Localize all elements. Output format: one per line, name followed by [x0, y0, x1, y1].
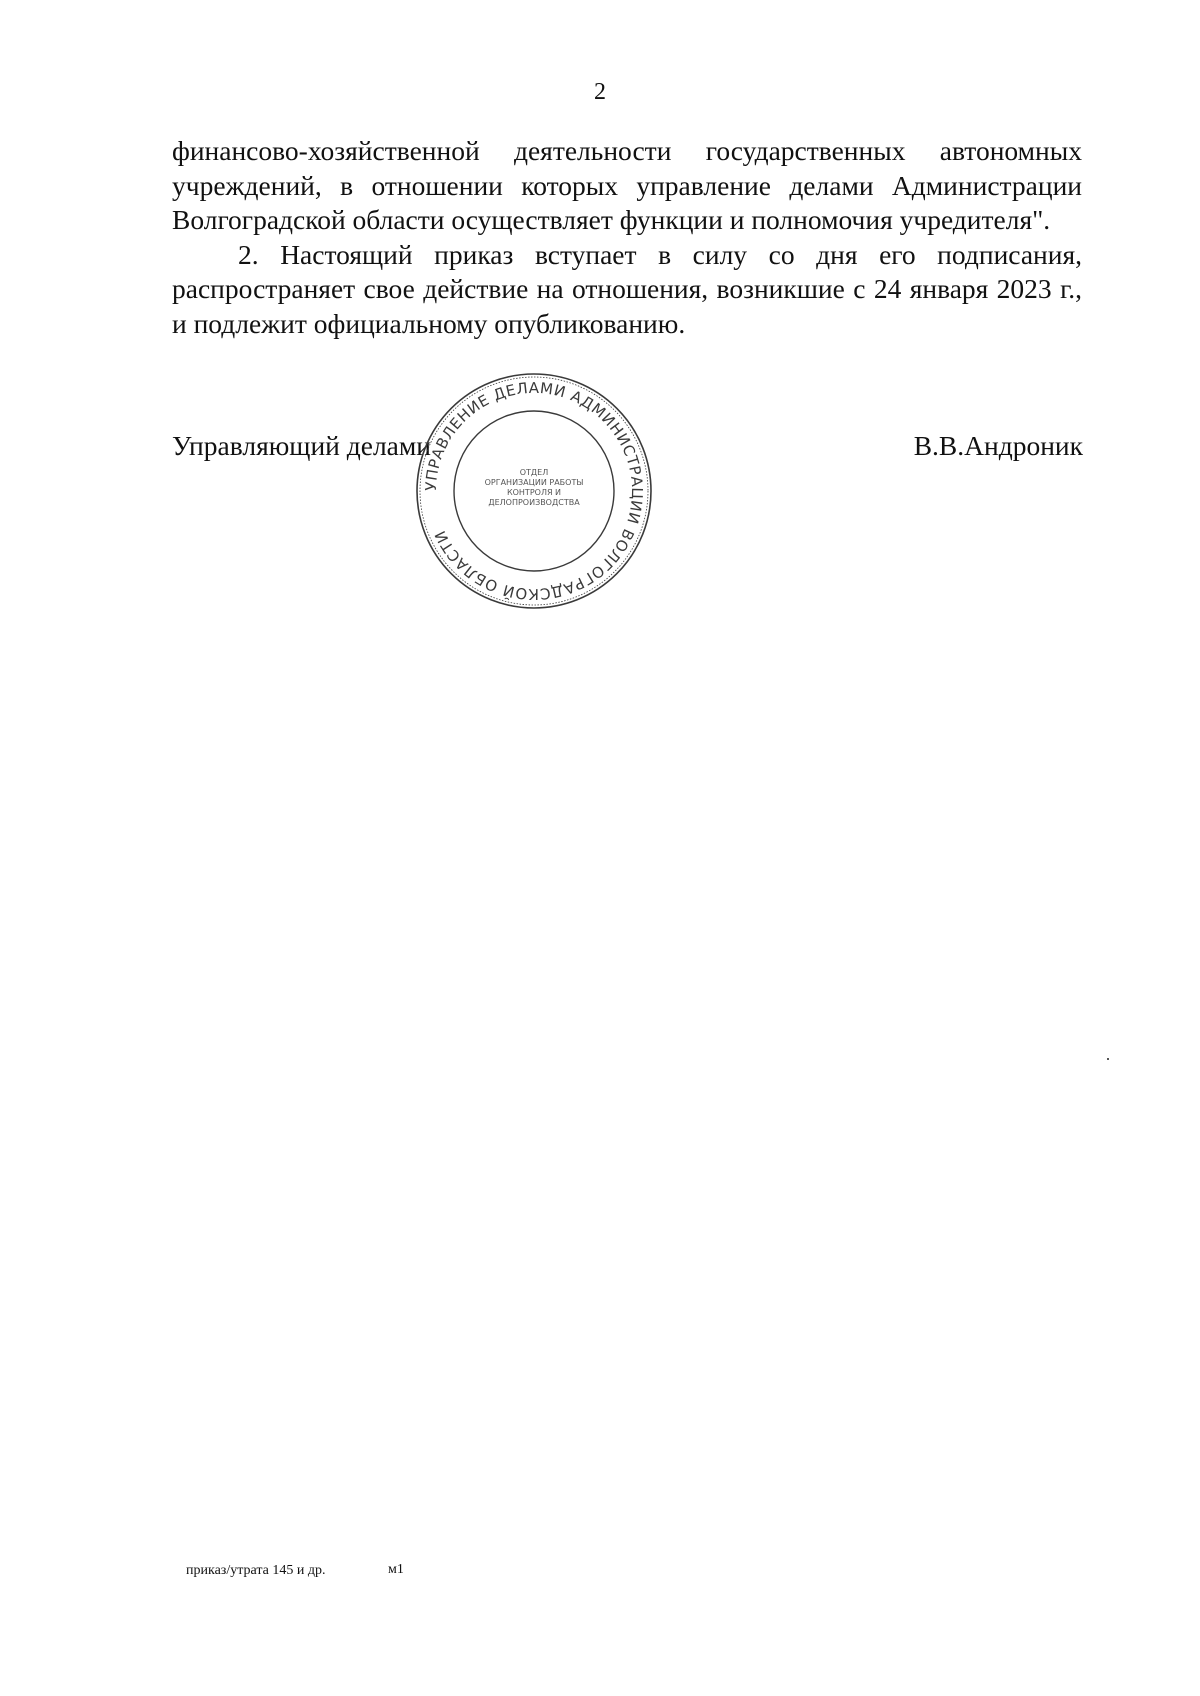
signatory-name: В.В.Андроник — [913, 430, 1083, 461]
document-body — [172, 134, 1082, 341]
footer-reference: приказ/утрата 145 и др. — [186, 1563, 326, 1578]
page-number: 2 — [594, 79, 606, 105]
signatory-position: Управляющий делами — [172, 430, 431, 461]
seal-center-line-1: ОТДЕЛ — [519, 468, 549, 477]
footer-code: м1 — [388, 1562, 404, 1577]
paragraph-continuation: финансово-хозяйственной деятельности государственных автономных учреждений, в отношении которых управление делами Администрации Волгоградской области осуществляет функции и полномочия учредителя". — [172, 135, 1082, 235]
seal-center-line-4: ДЕЛОПРОИЗВОДСТВА — [488, 498, 580, 507]
scan-speck — [1107, 1058, 1109, 1060]
seal-ring-text: УПРАВЛЕНИЕ ДЕЛАМИ АДМИНИСТРАЦИИ ВОЛГОГРАДСКОЙ ОБЛАСТИ — [421, 378, 647, 604]
seal-center-line-2: ОРГАНИЗАЦИИ РАБОТЫ — [484, 478, 584, 487]
official-seal — [414, 371, 654, 611]
paragraph-effective-date: 2. Настоящий приказ вступает в силу со дня его подписания, распространяет свое действие на отношения, возникшие с 24 января 2023 г., и подлежит официальному опубликованию. — [172, 238, 1082, 339]
seal-center-line-3: КОНТРОЛЯ И — [506, 488, 562, 497]
